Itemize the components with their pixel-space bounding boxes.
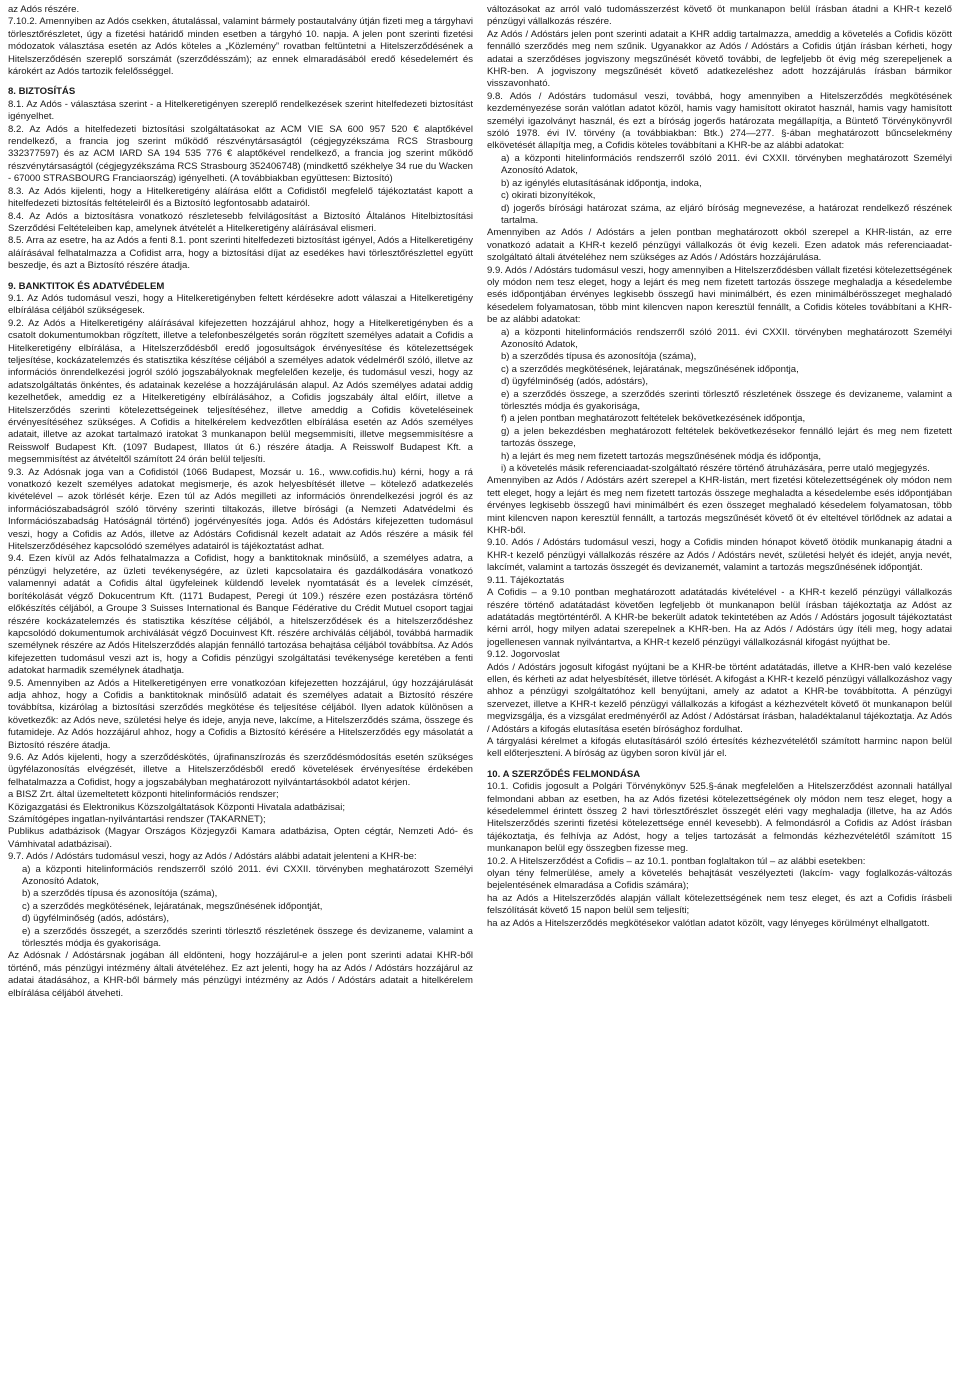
list-item: b) a szerződés típusa és azonosítója (száma), xyxy=(22,888,218,900)
list-item: a) a központi hitelinformációs rendszerről szóló 2011. évi CXXII. törvényben meghatározott Személyi Azonosító Adatok, xyxy=(501,326,952,350)
list-item: a) a központi hitelinformációs rendszerről szóló 2011. évi CXXII. törvényben meghatározott Személyi Azonosító Adatok, xyxy=(22,863,473,888)
paragraph: Számítógépes ingatlan-nyilvántartási rendszer (TAKARNET); xyxy=(8,814,266,825)
paragraph: olyan tény felmerülése, amely a követelés behajtását veszélyezteti (lakcím- vagy foglalkozás-változás bejelentésének elmaradása a Cofidis számára); xyxy=(487,868,952,892)
paragraph: Amennyiben az Adós / Adóstárs a jelen pontban meghatározott okból szerepel a KHR-listán, az erre vonatkozó adatait a KHR-t kezelő pénzügyi vállalkozás öt évig kezeli. Ezen adatok más referenciaadat-szolgáltató általi átvételéhez nem szükséges az Adós / Adóstárs hozzájárulása. xyxy=(487,227,952,264)
paragraph: 9.7. Adós / Adóstárs tudomásul veszi, hogy az Adós / Adóstárs alábbi adatait jelenteni a KHR-be: xyxy=(8,851,417,863)
paragraph: Az Adósnak / Adóstársnak jogában áll eldönteni, hogy hozzájárul-e a jelen pont szerinti adatai KHR-ből történő, más pénzügyi intézmény általi átvételéhez. Ez azt jelenti, hogy ha az Adós / Adóstárs hozzájárul az adatai átadásához, a KHR-ből bármely más pénzügyi intézmény az Adós / Adóstárs adatait a hitelkérelem elbírálása céljából átveheti. xyxy=(8,950,473,999)
paragraph: 8.3. Az Adós kijelenti, hogy a Hitelkeretigény aláírása előtt a Cofidistől megfelelő tájékoztatást kapott a hitelfedezeti biztosítás feltételeiről és a Biztosító legfontosabb adatairól. xyxy=(8,185,473,210)
list-item: e) a szerződés összege, a szerződés szerinti törlesztő részletének összege és devizaneme, valamint a törlesztés módja és gyakorisága, xyxy=(501,388,952,412)
list-item: c) okirati bizonyítékok, xyxy=(501,190,596,202)
right-column xyxy=(487,4,952,1389)
paragraph: 8.5. Arra az esetre, ha az Adós a fenti 8.1. pont szerinti hitelfedezeti biztosítást igényel, Adós a Hitelkeretigény aláírásával felhatalmazza a Cofidist arra, hogy a biztosítási díjat az esedékes havi törlesztőrészlettel együtt beszedje, és azt a Biztosító részére átadja. xyxy=(8,235,473,272)
paragraph: A Cofidis – a 9.10 pontban meghatározott adatátadás kivételével - a KHR-t kezelő pénzügyi vállalkozás részére történő adatátadást követően legfeljebb öt munkanapon belül írásban tájékoztatja az Adóst az adatátadás megtörténtéről. A KHR-be bekerült adatok tekintetében az Adós / Adóstárs jogosult tájékoztatást kérni arról, hogy milyen adatai szerepelnek a KHR-ben. Ha az Adós / Adóstárs úgy ítéli meg, hogy adatai jogellenesen vannak nyilvántartva, a KHR-t kezelő pénzügyi vállalkozásnál kifogást nyújthat be. xyxy=(487,587,952,648)
paragraph: Közigazgatási és Elektronikus Közszolgáltatások Központi Hivatala adatbázisai; xyxy=(8,801,345,813)
paragraph: Az Adós / Adóstárs jelen pont szerinti adatait a KHR addig tartalmazza, ameddig a követelés a Cofidis között fennálló szerződés meg nem szűnik. Ugyanakkor az Adós / Adóstárs a Cofidis útján írásban kérheti, hogy adatai a szerződéses jogviszony megszűnését követő további, de legfeljebb öt évig még szerepeljenek a KHR-ben. A jogviszony megszűnését követő adatkezeléshez adott hozzájárulás írásban bármikor visszavonható. xyxy=(487,28,952,90)
paragraph: 9.9. Adós / Adóstárs tudomásul veszi, hogy amennyiben a Hitelszerződésben vállalt fizetési kötelezettségének oly módon nem tesz eleget, hogy a lejárt és meg nem fizetett tartozás összege meghaladja a késedelembe esés időpontjában érvényes legkisebb összegű havi minimálbért, és ezen minimálbérösszeget meghaladó késedelem folyamatosan, több mint kilencven napon keresztül fennállt, a Cofidis köteles továbbítani a KHR-be az alábbi adatokat: xyxy=(487,264,952,326)
list-item: h) a lejárt és meg nem fizetett tartozás megszűnésének módja és időpontja, xyxy=(501,450,821,462)
paragraph: 9.10. Adós / Adóstárs tudomásul veszi, hogy a Cofidis minden hónapot követő ötödik munkanapig átadni a KHR-t kezelő pénzügyi vállalkozás részére az Adós / Adóstárs nevét, születési helyét és idejét, anyja nevét, lakcímét, valamint a tartozás összegét és devizanemét, valamint a tartozás megszűnésének időpontját. xyxy=(487,537,952,574)
paragraph: 10.1. Cofidis jogosult a Polgári Törvénykönyv 525.§-ának megfelelően a Hitelszerződést azonnali hatállyal felmondani abban az esetben, ha az Adós fizetési kötelezettségének oly módon nem tesz eleget, hogy a késedelemmel érintett összeg 2 havi törlesztőrészlet összegét eléri vagy meghaladja (illetve, ha az Adós Hitelszerződés szerinti fizetési kötelezettsége ennél kevesebb). A felmondásról a Cofidis az Adóst írásban tájékoztatja, és felhívja az Adóst, hogy a teljes tartozását a felmondás kézhezvételétől számított 15 munkanapon belül egy összegben fizesse meg. xyxy=(487,781,952,855)
paragraph: ha az Adós a Hitelszerződés megkötésekor valótlan adatot közölt, vagy lényeges körülményt elhallgatott. xyxy=(487,917,930,929)
section-heading: 8. BIZTOSÍTÁS xyxy=(8,86,76,98)
list-item: c) a szerződés megkötésének, lejáratának, megszűnésének időpontját, xyxy=(22,900,323,912)
paragraph: 7.10.2. Amennyiben az Adós csekken, átutalással, valamint bármely postautalvány útján fizeti meg a tárgyhavi törlesztőrészletet, úgy a fizetési határidő minden esetben a tárgyhó 10. napja. A jelen pont szerinti fizetési módozatok választása esetén az Adós köteles a „Közlemény” rovatban feltüntetni a Hitelszerződésének a Hitelszerződésén szereplő sorszámát (szerződésszám); az ennek elmaradásából eredő késedelemért és károkért az Adós tartozik felelősséggel. xyxy=(8,16,473,78)
paragraph: 8.2. Az Adós a hitelfedezeti biztosítási szolgáltatásokat az ACM VIE SA 600 957 520 € alaptőkével rendelkező, a francia jog szerint működő részvénytársaságtól (cégjegyzékszáma RCS Strasbourg 332377597) és az ACM IARD SA 194 535 776 € alaptőkével rendelkező, a francia jog szerint működő részvénytársaságtól (cégjegyzékszáma RCS Strasbourg 352406748) (mindkettő székhelye 34 rue du Wacken - 67000 STRASBOURG Franciaország) igényelheti. (A továbbiakban együttesen: Biztosító) xyxy=(8,123,473,185)
paragraph: 9.6. Az Adós kijelenti, hogy a szerződéskötés, újrafinanszírozás és szerződésmódosítás esetén szükséges ügyfélazonosítás elvégzését, illetve a Hitelszerződésből eredő követelések érvényesítése érdekében felhatalmazza a Cofidist, hogy a jogszabályban meghatározott nyilvántartásokból adatot kérjen. xyxy=(8,751,473,788)
list-item: e) a szerződés összegét, a szerződés szerinti törlesztő részletének összege és devizaneme, valamint a törlesztés módja és gyakorisága. xyxy=(22,925,473,950)
list-item: b) az igénylés elutasításának időpontja, indoka, xyxy=(501,177,702,189)
list-item: a) a központi hitelinformációs rendszerről szóló 2011. évi CXXII. törvényben meghatározott Személyi Azonosító Adatok, xyxy=(501,152,952,177)
paragraph: A tárgyalási kérelmet a kifogás elutasításáról szóló értesítés kézhezvételétől számított harminc napon belül kell előterjeszteni. A bíróság az ügyben soron kívül jár el. xyxy=(487,735,952,760)
list-item: d) ügyfélminőség (adós, adóstárs), xyxy=(501,376,648,388)
list-item: c) a szerződés megkötésének, lejáratának, megszűnésének időpontja, xyxy=(501,363,799,375)
paragraph: 9.11. Tájékoztatás xyxy=(487,574,565,586)
section-heading: 10. A SZERZŐDÉS FELMONDÁSA xyxy=(487,768,641,780)
paragraph: változásokat az arról való tudomásszerzést követő öt munkanapon belül írásban átadni a KHR-t kezelő pénzügyi vállalkozás részére. xyxy=(487,4,952,28)
paragraph: ha az Adós a Hitelszerződés alapján vállalt kötelezettségének nem tesz eleget, és azt a Cofidis írásbeli felszólítását követő 15 napon belül sem teljesíti; xyxy=(487,892,952,917)
paragraph: 9.12. Jogorvoslat xyxy=(487,649,560,661)
list-item: b) a szerződés típusa és azonosítója (száma), xyxy=(501,351,697,363)
paragraph: 9.4. Ezen kívül az Adós felhatalmazza a Cofidist, hogy a banktitoknak minősülő, a személyes adatra, a pénzügyi helyzetére, az üzleti tevékenységére, az üzleti kapcsolataira és gazdálkodására vonatkozó valamennyi adatát a Cofidis által ügyfeleinek küldendő levelek nyomtatását és a levelek címzését, borítékolását végző Dokucentrum Kft. (1171 Budapest, Peregi út 109.) részére ezen postázásra történő előkészítés céljából, a Groupe 3 Suisses International és Banque Fédérative du Crédit Mutuel csoport tagjai részére kockázatelemzés és statisztika készítése céljából, a hitelszerződések és a hitelszerződéshez kapcsolódó dokumentumok archiválását végző Docuinvest Kft. részére archiválás céljából, továbbá harmadik személynek részére az Adós Hitelszerződés alapján fennálló tartozása behajtása céljából továbbítsa. Az Adós kifejezetten tudomásul veszi azt is, hogy a Cofidis pénzügyi szolgáltatási tevékenysége keretében a fenti adatokat harmadik személynek átadhatja. xyxy=(8,553,473,677)
paragraph: 10.2. A Hitelszerződést a Cofidis – az 10.1. pontban foglaltakon túl – az alábbi esetekben: xyxy=(487,855,866,867)
paragraph: 8.1. Az Adós - választása szerint - a Hitelkeretigényen szereplő rendelkezések szerint hitelfedezeti biztosítást igényelhet. xyxy=(8,98,473,123)
paragraph: 9.5. Amennyiben az Adós a Hitelkeretigényen erre vonatkozóan kifejezetten hozzájárul, úgy hozzájárulását adja ahhoz, hogy a Cofidis a banktitoknak minősülő adatait és személyes adatait a Biztosító részére továbbítsa, kizárólag a biztosítási szerződés megkötése és teljesítése céljából. Ilyen adatok különösen a következők: az Adós neve, születési helye és ideje, anyja neve, lakcíme, a Hitelszerződés száma, összege és futamideje. Az Adós hozzájárul ahhoz, hogy a Cofidis a Biztosító kérésére a Hitelszerződés egy másolatát a Biztosító részére átadja. xyxy=(8,677,473,751)
section-heading: 9. BANKTITOK ÉS ADATVÉDELEM xyxy=(8,280,165,292)
list-item: d) ügyfélminőség (adós, adóstárs), xyxy=(22,913,169,925)
paragraph: Publikus adatbázisok (Magyar Országos Közjegyzői Kamara adatbázisa, Opten cégtár, Nemzeti Adó- és Vámhivatal adatbázisai). xyxy=(8,826,473,850)
paragraph: 9.2. Az Adós a Hitelkeretigény aláírásával kifejezetten hozzájárul ahhoz, hogy a Hitelkeretigényben és a csatolt dokumentumokban rögzített, illetve a telefonbeszélgetés során rögzített személyes adatait a Cofidis a Hitelkeretigény elbírálása, a Hitelszerződésből eredő jogosultságok érvényesítése és kötelezettségek teljesítése, kockázatelemzés és statisztika készítése céljából a személyes adatok védelméről szóló, illetve az információs önrendelkezési jogról szóló jogszabályoknak megfelelően kezelje, és tudomásul veszi, hogy az adatszolgáltatás önkéntes, és adatainak kezelése a hozzájárulásán alapul. Az Adós személyes adatai addig kezelhetőek, ameddig ez a Hitelkeretigény elbírálásához, a Cofidis jogszabály által előírt, illetve a Hitelszerződés szerinti kötelezettségeinek teljesítéséhez, illetve ameddig a Cofidis követeléseinek érvényesítéséhez szükséges. A Cofidis a hitelkérelem kedvezőtlen elbírálása esetén az Adós személyes adatait, illetve az azokat tartalmazó iratokat 3 munkanapon belül megsemmisíti, illetve megsemmisítésre a Reisswolf Budapest Kft. (1097 Budapest, Illatos út 6.) részére átadja. A Reisswolf Budapest Kft. a megsemmisítést az átvételtől számított 24 órán belül teljesíti. xyxy=(8,317,473,466)
paragraph: a BISZ Zrt. által üzemeltetett központi hitelinformációs rendszer; xyxy=(8,789,279,801)
paragraph: 9.1. Az Adós tudomásul veszi, hogy a Hitelkeretigényben feltett kérdésekre adott válaszai a Hitelkeretigény elbírálása céljából szükségesek. xyxy=(8,292,473,317)
paragraph: 8.4. Az Adós a biztosításra vonatkozó részletesebb felvilágosítást a Biztosító Általános Hitelbiztosítási Szerződési Feltételeiben kap, amelynek átvételét a Hitelkeretigény aláírásával elismeri. xyxy=(8,210,473,234)
list-item: g) a jelen bekezdésben meghatározott feltételek bekövetkezésekor fennálló lejárt és meg nem fizetett tartozás összege, xyxy=(501,425,952,450)
left-column xyxy=(8,4,473,1389)
paragraph: 9.8. Adós / Adóstárs tudomásul veszi, továbbá, hogy amennyiben a Hitelszerződés megkötésének kezdeményezése során valótlan adatot közöl, hamis vagy hamisított okiratot használ, hamis vagy hamisított személyi igazolványt használ, és ezt a bíróság jogerős határozata megállapítja, a Büntető Törvénykönyvről szóló 1978. évi IV. törvény (a továbbiakban: Btk.) 274—277. §-ában meghatározott bűncselekmény elkövetését állapítja meg, a Cofidis köteles továbbítani a KHR-be az alábbi adatokat: xyxy=(487,90,952,152)
paragraph: Amennyiben az Adós / Adóstárs azért szerepel a KHR-listán, mert fizetési kötelezettségének oly módon nem tett eleget, hogy a lejárt és meg nem fizetett tartozás összege meghaladta a késedelembe esés időpontjában érvényes legkisebb összegű havi minimálbért és ezen összeget meghaladó késedelem folyamatosan, több mint kilencven napon keresztül fennállt, a tartozás megszűnését követő öt év elteltével törlődnek az adatai a KHR-ből. xyxy=(487,475,952,537)
list-item: f) a jelen pontban meghatározott feltételek bekövetkezésének időpontja, xyxy=(501,413,806,425)
list-item: d) jogerős bírósági határozat száma, az eljáró bíróság megnevezése, a határozat rendelkező részének tartalma. xyxy=(501,202,952,226)
paragraph: 9.3. Az Adósnak joga van a Cofidistól (1066 Budapest, Mozsár u. 16., www.cofidis.hu) kérni, hogy a rá vonatkozó kezelt személyes adatokat megismerje, és azok helyesbítését illetve – kötelező adatkezelés kivételével – azok törlését kérje. Ezen túl az Adós megilleti az információs önrendelkezési jogról és az információszabadságról szóló törvény szerinti tiltakozás, illetve bírósági (a Nemzeti Adatvédelmi és Információszabadság Hatóságnál történő) jogérvényesítés joga. Adós és Adóstárs kifejezetten tudomásul veszi, hogy a Cofidis az Adós, illetve az Adóstárs Cofidisnál kezelt adatait az Adós részére a másik fél Hitelszerződéséhez kapcsolódó személyes adatairól is tájékoztatást adhat. xyxy=(8,466,473,553)
list-item: i) a követelés másik referenciaadat-szolgáltató részére történő átruházására, perre utaló megjegyzés. xyxy=(501,463,930,475)
paragraph: Adós / Adóstárs jogosult kifogást nyújtani be a KHR-be történt adatátadás, illetve a KHR-ben való kezelése ellen, és kérheti az adat helyesbítését, illetve törlését. A kifogást a KHR-t kezelő pénzügyi vállalkozáshoz vagy ahhoz a pénzügyi szolgáltatóhoz kell benyújtani, amely az adatot a KHR-be továbbította. A pénzügyi szervezet, illetve a KHR-t kezelő pénzügyi vállalkozás a kifogást a kézhezvételt követő öt munkanapon belül megvizsgálja, és a vizsgálat eredményéről az Adóst / Adóstársat írásban, haladéktalanul tájékoztatja. Az Adós / Adóstárs a kifogás elutasítása esetén bírósághoz fordulhat. xyxy=(487,661,952,735)
paragraph: az Adós részére. xyxy=(8,4,80,15)
